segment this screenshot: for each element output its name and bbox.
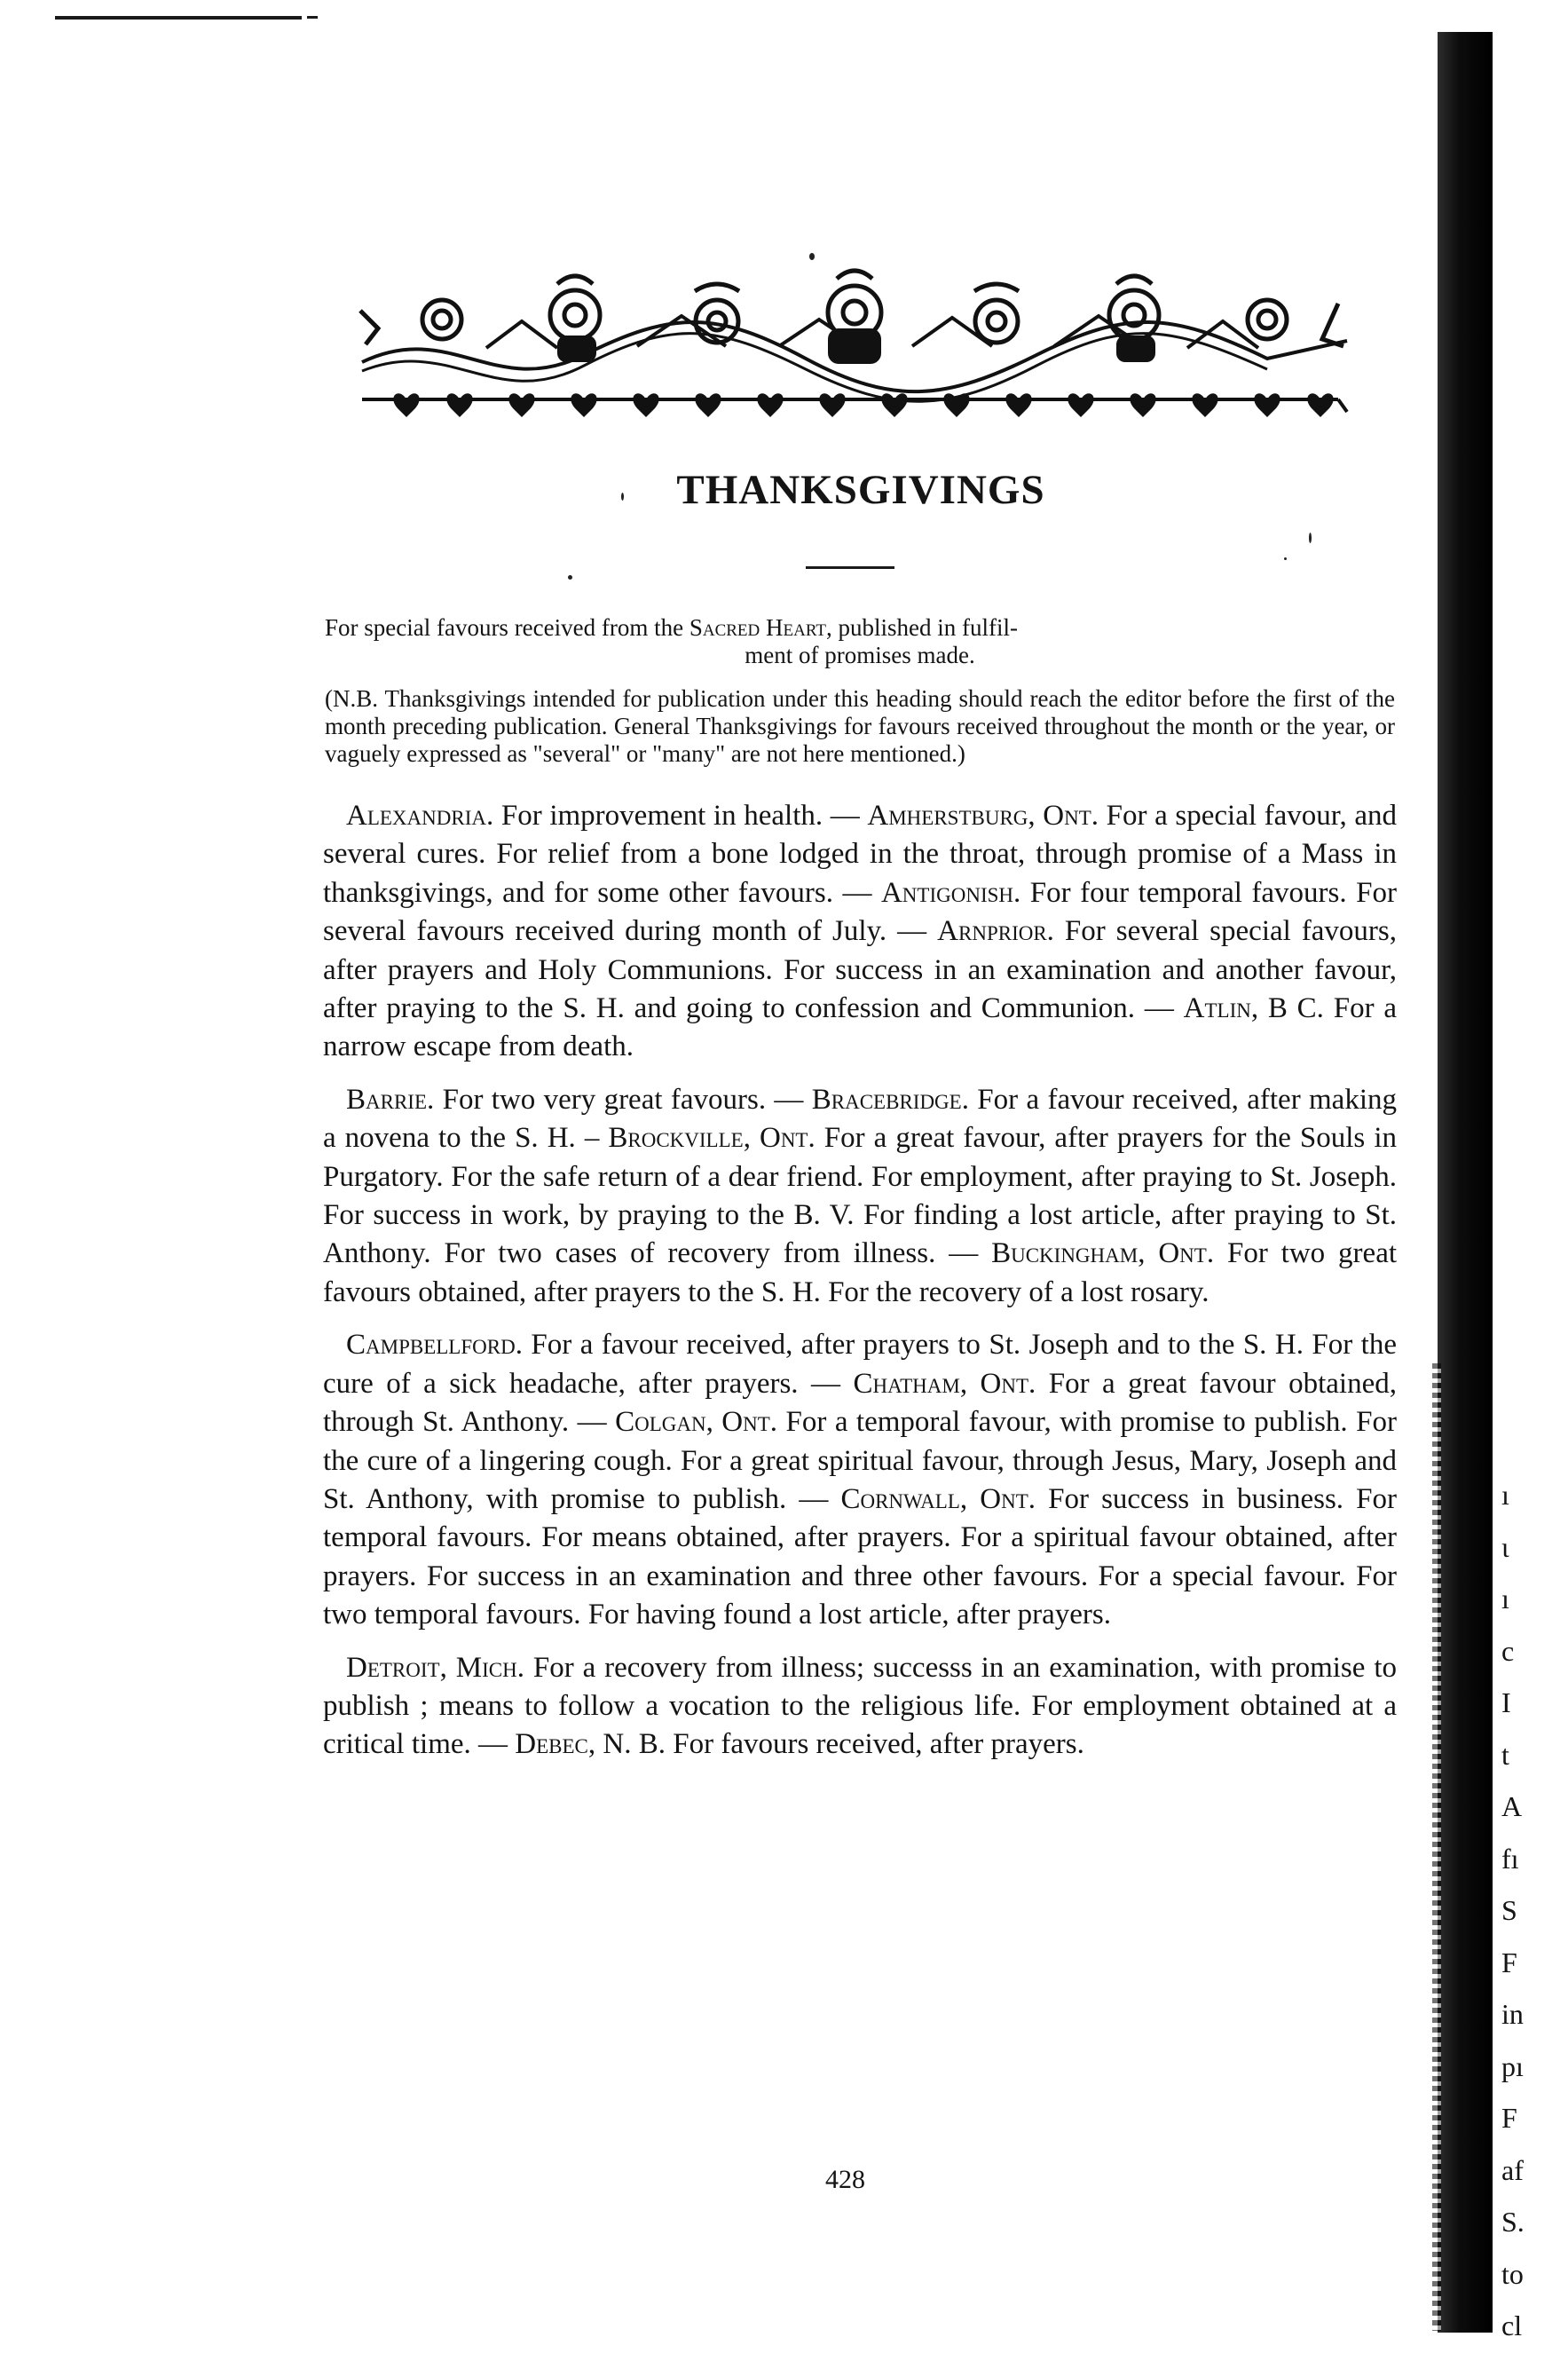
margin-fragment: F	[1501, 2102, 1517, 2134]
place-name: Detroit, Mich.	[346, 1651, 524, 1684]
place-name: Chatham, Ont.	[853, 1367, 1036, 1400]
margin-fragment: I	[1501, 1686, 1511, 1718]
margin-fragment: pı	[1501, 2049, 1524, 2082]
place-name: Brockville, Ont.	[608, 1122, 816, 1155]
place-name: Buckingham, Ont.	[991, 1237, 1215, 1270]
place-name: Amherstburg, Ont.	[867, 800, 1099, 832]
margin-fragment: S	[1501, 1894, 1517, 1926]
place-name: Bracebridge.	[811, 1083, 969, 1116]
thanksgiving-text: For a great favour, after prayers for the Souls in Purgatory. For the safe return of a dear friend. For employment, after praying to St. Joseph. For success in work, by praying to the B. V. For finding a lost article, after praying to St. Anthony. For two cases of recovery from illness. —	[323, 1122, 1397, 1270]
print-speck	[809, 253, 815, 260]
thanksgiving-text: For a special favour, and several cures. For relief from a bone lodged in the throat, through promise of a Mass in thanksgivings, and for some other favours. —	[323, 800, 1397, 909]
thanksgiving-paragraph	[323, 797, 1397, 1067]
place-name: Antigonish.	[880, 876, 1021, 909]
place-name: Barrie.	[346, 1083, 435, 1116]
facing-page-text-fragments	[1501, 1469, 1564, 2352]
thanksgiving-text: For a temporal favour, with promise to publish. For the cure of a lingering cough. For a great spiritual favour, through Jesus, Mary, Joseph and St. Anthony, with promise to publish. —	[323, 1406, 1397, 1515]
thanksgiving-paragraph	[323, 1081, 1397, 1312]
thanksgiving-text: For improvement in health. —	[493, 800, 868, 832]
place-name: Cornwall, Ont.	[840, 1482, 1036, 1515]
print-speck	[1309, 533, 1312, 543]
margin-fragment: to	[1501, 2257, 1524, 2290]
thanksgiving-text: For a great favour obtained, through St. Anthony. —	[323, 1367, 1397, 1439]
thanksgiving-text: For two very great favours. —	[434, 1083, 812, 1116]
thanksgiving-text: For favours received, after prayers.	[665, 1728, 1084, 1761]
margin-fragment: F	[1501, 1946, 1517, 1978]
margin-fragment: c	[1501, 1634, 1515, 1667]
margin-fragment: ı	[1501, 1583, 1509, 1615]
sacred-heart-name: Sacred Heart	[689, 614, 826, 641]
margin-fragment: fı	[1501, 1842, 1519, 1875]
place-name: Debec, N. B.	[515, 1728, 666, 1761]
thanksgiving-paragraph	[323, 1326, 1397, 1634]
margin-fragment: ı	[1501, 1479, 1509, 1511]
thanksgiving-text: For a narrow escape from death.	[323, 992, 1397, 1063]
place-name: Alexandria.	[346, 800, 494, 832]
facing-page-gutter-shadow	[1438, 32, 1493, 2333]
place-name: Campbellford.	[346, 1329, 523, 1362]
margin-fragment: ɩ	[1501, 1530, 1509, 1563]
nb-note: (N.B. Thanksgivings intended for publication under this heading should reach the editor before the first of the month preceding publication. General Thanksgivings for favours received throughout the month or the year, or vaguely expressed as "several" or "many" are not here mentioned.)	[325, 685, 1395, 767]
intro-note	[325, 614, 1395, 768]
thanksgiving-text: For a favour received, after making a novena to the S. H. –	[323, 1083, 1397, 1155]
margin-fragment: af	[1501, 2153, 1524, 2186]
thanksgiving-text: For four temporal favours. For several favours received during month of July. —	[323, 876, 1397, 948]
intro-line-continued: ment of promises made.	[745, 642, 975, 668]
thanksgiving-paragraph	[323, 1649, 1397, 1765]
place-name: Arnprior.	[937, 915, 1054, 948]
print-speck	[1284, 557, 1287, 560]
ornamental-header-band	[344, 266, 1365, 426]
page-title: THANKSGIVINGS	[676, 467, 1045, 513]
margin-fragment: A	[1501, 1790, 1523, 1822]
place-name: Colgan, Ont.	[615, 1406, 778, 1439]
thanksgiving-text: For success in business. For temporal favours. For means obtained, after prayers. For a spiritual favour obtained, after prayers. For success in an examination and three other favours. For a special favour. For two temporal favours. For having found a lost article, after prayers.	[323, 1482, 1397, 1631]
margin-fragment: cl	[1501, 2310, 1523, 2341]
title-rule	[806, 566, 894, 569]
margin-fragment: in	[1501, 1998, 1524, 2030]
margin-fragment: t	[1501, 1738, 1509, 1771]
top-rule-fragment	[307, 16, 318, 19]
thanksgiving-text: For several special favours, after prayers and Holy Communions. For success in an examination and another favour, after praying to the S. H. and going to confession and Communion. —	[323, 915, 1398, 1025]
page-number: 428	[825, 2165, 865, 2194]
thanksgiving-text: For a recovery from illness; successs in an examination, with promise to publish ; means to follow a vocation to the religious life. For employment obtained at a critical time. —	[323, 1651, 1397, 1761]
thanksgivings-body	[323, 797, 1397, 1779]
top-rule	[55, 16, 302, 20]
intro-line: For special favours received from the Sacred Heart, published in fulfil-	[325, 614, 1018, 641]
thanksgiving-text: For a favour received, after prayers to St. Joseph and to the S. H. For the cure of a sick headache, after prayers. —	[323, 1329, 1397, 1400]
print-speck	[568, 575, 572, 580]
place-name: Atlin, B C.	[1183, 992, 1324, 1025]
margin-fragment: S.	[1501, 2206, 1525, 2238]
thanksgiving-text: For two great favours obtained, after prayers to the S. H. For the recovery of a lost rosary.	[323, 1237, 1398, 1308]
